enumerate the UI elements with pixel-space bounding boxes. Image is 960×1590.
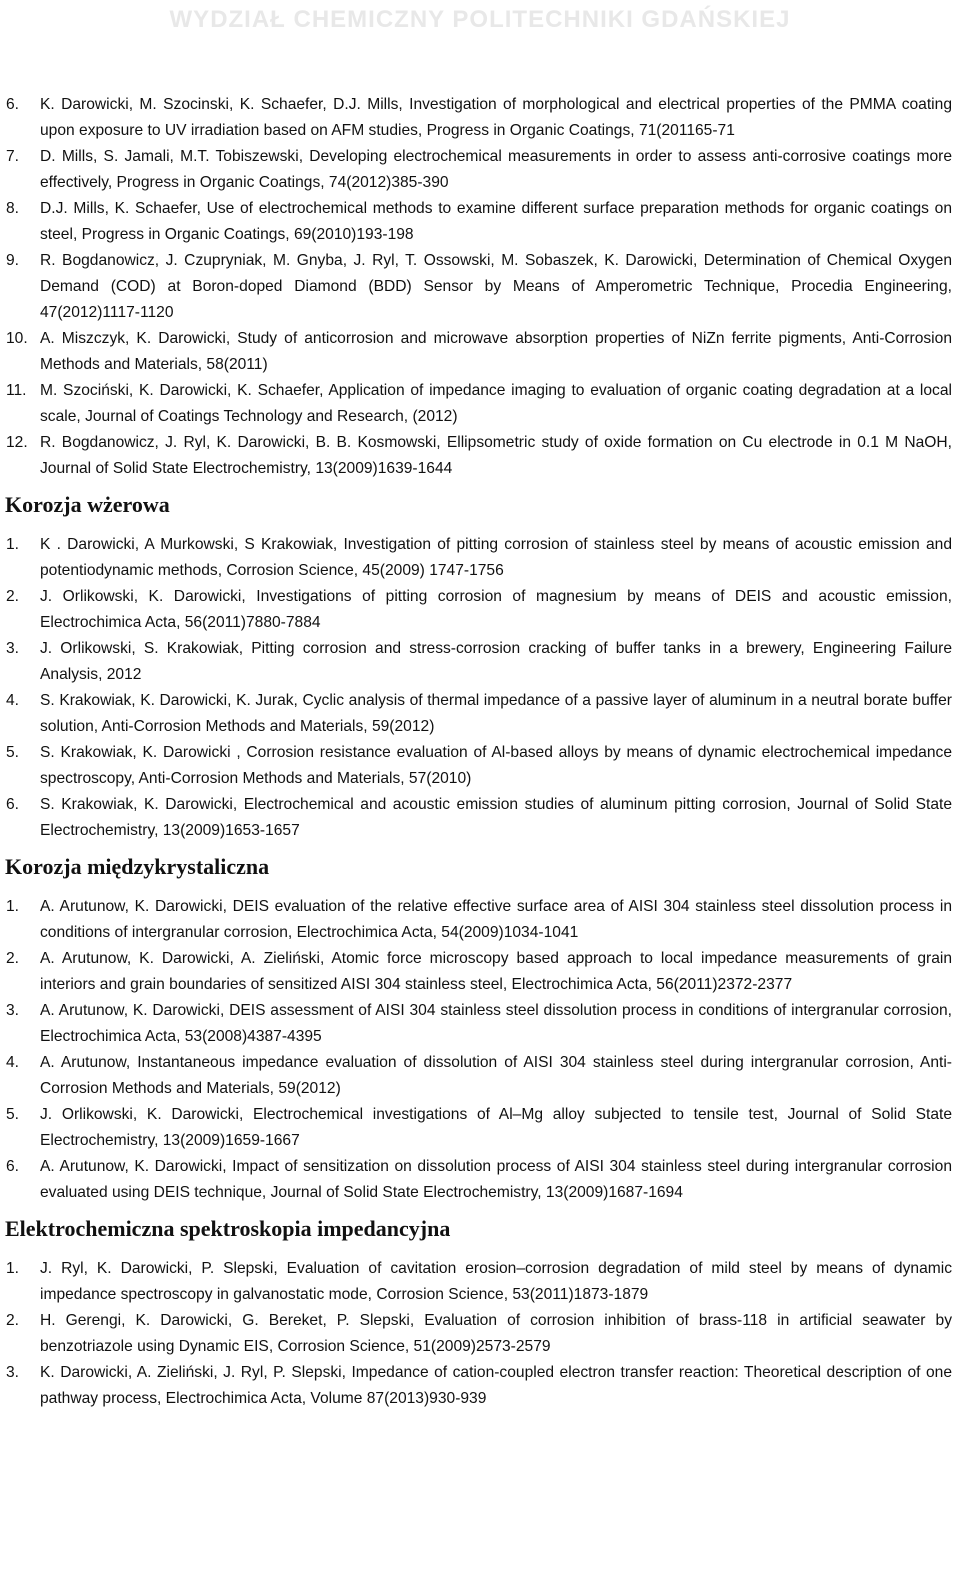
reference-item [6,584,952,636]
reference-item [6,946,952,998]
reference-item [6,144,952,196]
reference-number: 6. [6,796,20,813]
reference-number: 6. [6,1158,20,1175]
reference-text: D. Mills, S. Jamali, M.T. Tobiszewski, Developing electrochemical measurements in order to assess anti-corrosive coatings more effectively, Progress in Organic Coatings, 74(2012)385-390 [40,148,952,191]
reference-item [6,688,952,740]
reference-item [6,792,952,844]
document-page [6,92,952,1412]
reference-number: 2. [6,1312,20,1329]
section-heading-pitting: Korozja wżerowa [5,492,170,517]
reference-text: J. Orlikowski, S. Krakowiak, Pitting corrosion and stress-corrosion cracking of buffer tanks in a brewery, Engineering Failure Analysis, 2012 [40,640,952,683]
reference-number: 5. [6,1106,20,1123]
reference-item [6,894,952,946]
reference-text: J. Ryl, K. Darowicki, P. Slepski, Evaluation of cavitation erosion–corrosion degradation of mild steel by means of dynamic impedance spectroscopy in galvanostatic mode, Corrosion Science, 53(2011)1873-1879 [40,1260,952,1303]
reference-text: D.J. Mills, K. Schaefer, Use of electrochemical methods to examine different surface preparation methods for organic coatings on steel, Progress in Organic Coatings, 69(2010)193-198 [40,200,952,243]
reference-number: 3. [6,1364,20,1381]
reference-text: J. Orlikowski, K. Darowicki, Investigations of pitting corrosion of magnesium by means of DEIS and acoustic emission, Electrochimica Acta, 56(2011)7880-7884 [40,588,952,631]
reference-text: S. Krakowiak, K. Darowicki, Electrochemical and acoustic emission studies of aluminum pitting corrosion, Journal of Solid State Electrochemistry, 13(2009)1653-1657 [40,796,952,839]
reference-number: 11. [6,382,27,399]
reference-item [6,378,952,430]
reference-text: K. Darowicki, M. Szocinski, K. Schaefer, D.J. Mills, Investigation of morphological and electrical properties of the PMMA coating upon exposure to UV irradiation based on AFM studies, Progress in Organic Coatings, 71(201165-71 [40,96,952,139]
reference-text: S. Krakowiak, K. Darowicki , Corrosion resistance evaluation of Al-based alloys by means of dynamic electrochemical impedance spectroscopy, Anti-Corrosion Methods and Materials, 57(2010) [40,744,952,787]
reference-item [6,196,952,248]
reference-number: 4. [6,1054,20,1071]
watermark: WYDZIAŁ CHEMICZNY POLITECHNIKI GDAŃSKIEJ [169,6,791,33]
reference-item [6,532,952,584]
reference-item [6,1154,952,1206]
reference-number: 9. [6,252,20,269]
reference-number: 3. [6,1002,20,1019]
reference-number: 2. [6,588,20,605]
reference-item [6,636,952,688]
reference-number: 6. [6,96,20,113]
reference-text: A. Miszczyk, K. Darowicki, Study of anticorrosion and microwave absorption properties of NiZn ferrite pigments, Anti-Corrosion Methods and Materials, 58(2011) [40,330,952,373]
reference-number: 5. [6,744,20,761]
reference-number: 7. [6,148,20,165]
reference-item [6,998,952,1050]
reference-text: R. Bogdanowicz, J. Czupryniak, M. Gnyba, J. Ryl, T. Ossowski, M. Sobaszek, K. Darowicki, Determination of Chemical Oxygen Demand (COD) at Boron-doped Diamond (BDD) Sensor by Means of Amperometric Technique, Procedia Engineering, 47(2012)1117-1120 [40,252,952,321]
reference-item [6,326,952,378]
reference-item [6,1308,952,1360]
reference-text: J. Orlikowski, K. Darowicki, Electrochemical investigations of Al–Mg alloy subjected to tensile test, Journal of Solid State Electrochemistry, 13(2009)1659-1667 [40,1106,952,1149]
reference-text: H. Gerengi, K. Darowicki, G. Bereket, P. Slepski, Evaluation of corrosion inhibition of brass-118 in artificial seawater by benzotriazole using Dynamic EIS, Corrosion Science, 51(2009)2573-2579 [40,1312,952,1355]
reference-number: 8. [6,200,20,217]
reference-number: 12. [6,434,28,451]
reference-item [6,740,952,792]
reference-text: A. Arutunow, K. Darowicki, Impact of sensitization on dissolution process of AISI 304 stainless steel during intergranular corrosion evaluated using DEIS technique, Journal of Solid State Electrochemistry, 13(2009)1687-1694 [40,1158,952,1201]
reference-text: M. Szociński, K. Darowicki, K. Schaefer, Application of impedance imaging to evaluation of organic coating degradation at a local scale, Journal of Coatings Technology and Research, (2012) [40,382,952,425]
reference-number: 1. [6,536,20,553]
reference-item [6,92,952,144]
reference-item [6,1360,952,1412]
reference-number: 3. [6,640,20,657]
reference-text: A. Arutunow, K. Darowicki, A. Zieliński, Atomic force microscopy based approach to local impedance measurements of grain interiors and grain boundaries of sensitized AISI 304 stainless steel, Electrochimica Acta, 56(2011)2372-2377 [40,950,952,993]
reference-number: 10. [6,330,28,347]
reference-list-intro [6,92,952,482]
reference-text: A. Arutunow, Instantaneous impedance evaluation of dissolution of AISI 304 stainless steel during intergranular corrosion, Anti-Corrosion Methods and Materials, 59(2012) [40,1054,952,1097]
reference-item [6,1256,952,1308]
reference-list-eis [6,1256,952,1412]
reference-list-intergranular [6,894,952,1206]
reference-item [6,430,952,482]
reference-item [6,1050,952,1102]
reference-text: K. Darowicki, A. Zieliński, J. Ryl, P. Slepski, Impedance of cation-coupled electron transfer reaction: Theoretical description of one pathway process, Electrochimica Acta, Volume 87(2013)930-939 [40,1364,952,1407]
reference-number: 1. [6,1260,20,1277]
reference-text: K . Darowicki, A Murkowski, S Krakowiak, Investigation of pitting corrosion of stainless steel by means of acoustic emission and potentiodynamic methods, Corrosion Science, 45(2009) 1747-1756 [40,536,952,579]
reference-number: 4. [6,692,20,709]
reference-text: A. Arutunow, K. Darowicki, DEIS assessment of AISI 304 stainless steel dissolution process in conditions of intergranular corrosion, Electrochimica Acta, 53(2008)4387-4395 [40,1002,952,1045]
reference-text: A. Arutunow, K. Darowicki, DEIS evaluation of the relative effective surface area of AISI 304 stainless steel dissolution process in conditions of intergranular corrosion, Electrochimica Acta, 54(2009)1034-1041 [40,898,952,941]
reference-text: S. Krakowiak, K. Darowicki, K. Jurak, Cyclic analysis of thermal impedance of a passive layer of aluminum in a neutral borate buffer solution, Anti-Corrosion Methods and Materials, 59(2012) [40,692,952,735]
reference-number: 2. [6,950,20,967]
section-heading-intergranular: Korozja międzykrystaliczna [5,854,270,879]
reference-number: 1. [6,898,20,915]
section-heading-eis: Elektrochemiczna spektroskopia impedancyjna [5,1216,451,1241]
reference-item [6,1102,952,1154]
reference-text: R. Bogdanowicz, J. Ryl, K. Darowicki, B. B. Kosmowski, Ellipsometric study of oxide formation on Cu electrode in 0.1 M NaOH, Journal of Solid State Electrochemistry, 13(2009)1639-1644 [40,434,952,477]
reference-item [6,248,952,326]
reference-list-pitting [6,532,952,844]
